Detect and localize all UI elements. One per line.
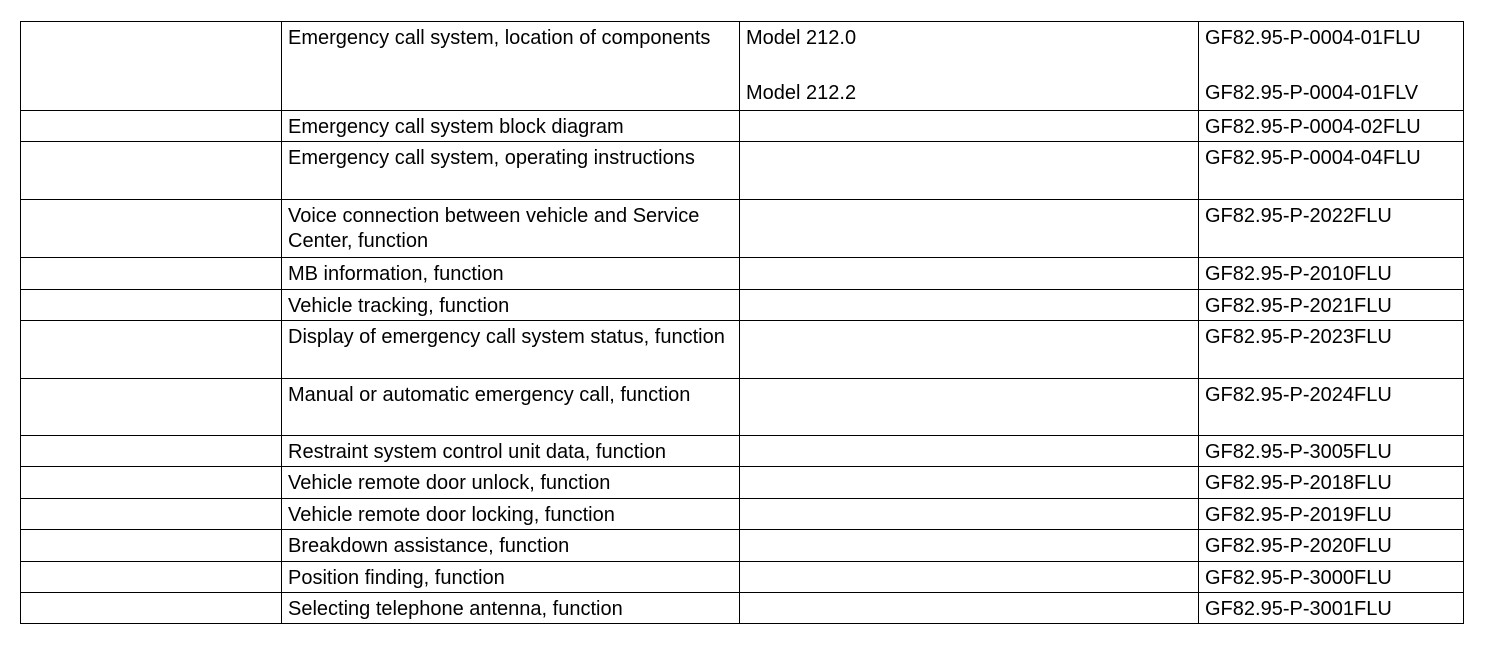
table-row [21, 200, 1464, 258]
table-row [21, 258, 1464, 290]
model-cell [740, 258, 1199, 290]
empty-cell [21, 562, 282, 593]
empty-cell [21, 290, 282, 321]
model-cell [740, 22, 1199, 111]
description-cell: Selecting telephone antenna, function [282, 593, 740, 624]
table-row [21, 142, 1464, 200]
document-code-cell[interactable]: GF82.95-P-2018FLU [1199, 467, 1464, 499]
table-row [21, 111, 1464, 142]
table-row [21, 562, 1464, 593]
description-cell: Vehicle remote door unlock, function [282, 467, 740, 499]
document-code-link[interactable]: GF82.95-P-0004-01FLV [1205, 82, 1419, 104]
model-cell [740, 142, 1199, 200]
table-row [21, 379, 1464, 436]
model-cell [740, 499, 1199, 530]
description-cell: Position finding, function [282, 562, 740, 593]
document-code-cell[interactable]: GF82.95-P-2023FLU [1199, 321, 1464, 379]
description-cell: MB information, function [282, 258, 740, 290]
empty-cell [21, 530, 282, 562]
model-cell [740, 530, 1199, 562]
document-code-cell[interactable]: GF82.95-P-3000FLU [1199, 562, 1464, 593]
description-cell: Vehicle tracking, function [282, 290, 740, 321]
empty-cell [21, 22, 282, 111]
description-cell: Manual or automatic emergency call, function [282, 379, 740, 436]
document-table [20, 21, 1464, 624]
model-label: Model 212.0 [746, 27, 857, 49]
model-cell [740, 379, 1199, 436]
empty-cell [21, 258, 282, 290]
description-cell: Voice connection between vehicle and Service Center, function [282, 200, 740, 258]
document-code-link[interactable]: GF82.95-P-0004-01FLU [1205, 27, 1421, 49]
document-code-cell[interactable]: GF82.95-P-2019FLU [1199, 499, 1464, 530]
description-cell: Emergency call system block diagram [282, 111, 740, 142]
empty-cell [21, 321, 282, 379]
document-code-cell[interactable]: GF82.95-P-3005FLU [1199, 436, 1464, 467]
table-row [21, 290, 1464, 321]
empty-cell [21, 593, 282, 624]
document-code-cell [1199, 22, 1464, 111]
document-code-cell[interactable]: GF82.95-P-2022FLU [1199, 200, 1464, 258]
empty-cell [21, 436, 282, 467]
document-code-cell[interactable]: GF82.95-P-2021FLU [1199, 290, 1464, 321]
table-row [21, 436, 1464, 467]
model-cell [740, 111, 1199, 142]
model-cell [740, 290, 1199, 321]
empty-cell [21, 379, 282, 436]
table-row [21, 530, 1464, 562]
description-cell: Breakdown assistance, function [282, 530, 740, 562]
model-cell [740, 593, 1199, 624]
table-row [21, 593, 1464, 624]
table-row [21, 499, 1464, 530]
document-code-cell[interactable]: GF82.95-P-0004-02FLU [1199, 111, 1464, 142]
document-code-cell[interactable]: GF82.95-P-3001FLU [1199, 593, 1464, 624]
document-code-cell[interactable]: GF82.95-P-2020FLU [1199, 530, 1464, 562]
empty-cell [21, 467, 282, 499]
document-code-cell[interactable]: GF82.95-P-2024FLU [1199, 379, 1464, 436]
description-cell: Display of emergency call system status, function [282, 321, 740, 379]
description-cell: Vehicle remote door locking, function [282, 499, 740, 530]
description-cell: Emergency call system, location of components [282, 22, 740, 111]
table-row [21, 467, 1464, 499]
description-cell: Restraint system control unit data, function [282, 436, 740, 467]
table-row [21, 22, 1464, 111]
document-code-cell[interactable]: GF82.95-P-2010FLU [1199, 258, 1464, 290]
model-cell [740, 321, 1199, 379]
model-cell [740, 562, 1199, 593]
description-cell: Emergency call system, operating instructions [282, 142, 740, 200]
empty-cell [21, 200, 282, 258]
model-cell [740, 200, 1199, 258]
empty-cell [21, 142, 282, 200]
table-row [21, 321, 1464, 379]
empty-cell [21, 111, 282, 142]
model-label: Model 212.2 [746, 82, 857, 104]
empty-cell [21, 499, 282, 530]
model-cell [740, 436, 1199, 467]
model-cell [740, 467, 1199, 499]
document-code-cell[interactable]: GF82.95-P-0004-04FLU [1199, 142, 1464, 200]
